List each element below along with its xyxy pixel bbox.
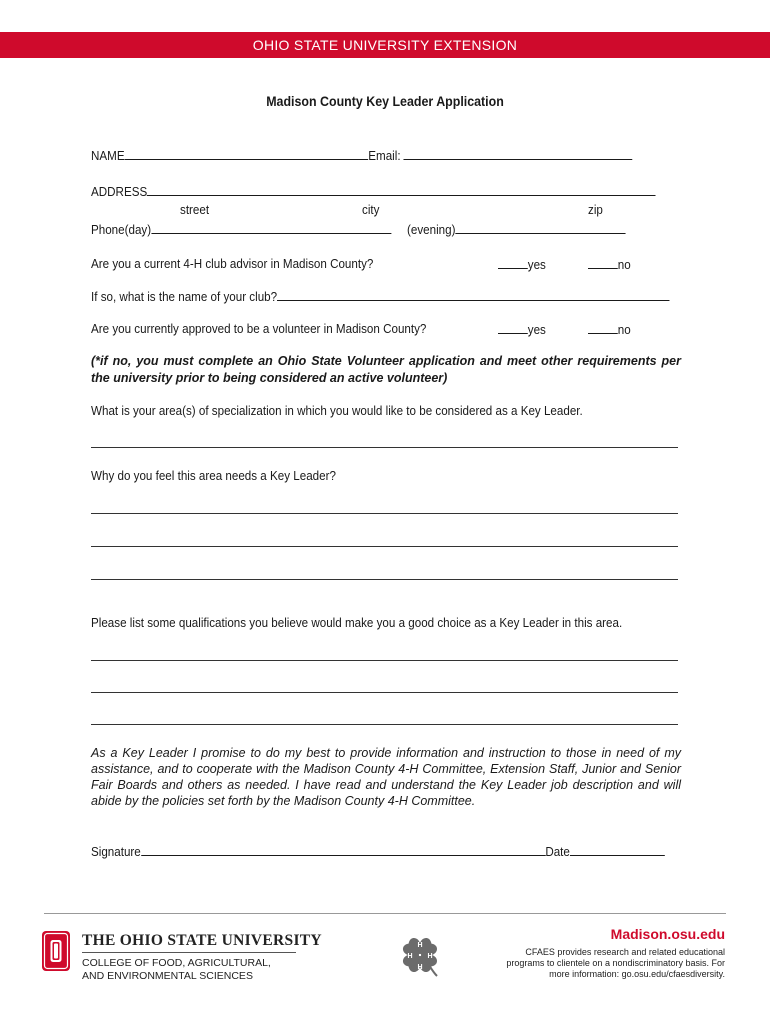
form-title: Madison County Key Leader Application <box>266 94 504 109</box>
cfaes-line-2: programs to clientele on a nondiscriminatory basis. For <box>506 958 725 968</box>
header-banner: OHIO STATE UNIVERSITY EXTENSION <box>0 32 770 58</box>
svg-text:H: H <box>417 942 423 949</box>
date-label: Date <box>545 845 570 859</box>
university-underline <box>82 952 296 953</box>
q3-text: Are you currently approved to be a volunteer in Madison County? <box>91 322 427 336</box>
q3-no-blank[interactable] <box>588 322 618 334</box>
q2-row <box>91 289 670 305</box>
website-link[interactable]: Madison.osu.edu <box>610 926 725 942</box>
q4-answer-line-1[interactable] <box>91 447 678 448</box>
q6-answer-line-3[interactable] <box>91 724 678 725</box>
cfaes-line-3: more information: go.osu.edu/cfaesdiversity. <box>549 969 725 979</box>
q5-answer-line-1[interactable] <box>91 513 678 514</box>
q3-yes-blank[interactable] <box>498 322 528 334</box>
q2-text: If so, what is the name of your club? <box>91 290 278 304</box>
q1-no-option[interactable] <box>588 257 631 273</box>
name-email-row <box>91 148 633 164</box>
college-line-1: COLLEGE OF FOOD, AGRICULTURAL, <box>82 957 271 969</box>
4h-clover-icon <box>397 932 443 978</box>
signature-field[interactable] <box>141 844 546 856</box>
q3-no-label: no <box>617 323 631 337</box>
phone-day-row <box>91 222 391 238</box>
college-name <box>82 957 271 983</box>
q3-no-option[interactable] <box>588 322 631 338</box>
q1-no-label: no <box>617 258 631 272</box>
q5-answer-line-3[interactable] <box>91 579 678 580</box>
club-name-field[interactable] <box>277 289 669 301</box>
name-label: NAME <box>91 149 125 163</box>
q3-yes-option[interactable] <box>498 322 546 338</box>
email-label: Email: <box>368 149 401 163</box>
signature-label: Signature <box>91 845 141 859</box>
city-label: city <box>362 203 380 217</box>
phone-evening-row <box>407 222 626 238</box>
address-row <box>91 184 656 200</box>
svg-text:H: H <box>427 953 433 960</box>
q4-text: What is your area(s) of specialization in which you would like to be considered as a Key Leader. <box>91 404 583 418</box>
address-field[interactable] <box>147 184 656 196</box>
date-field[interactable] <box>570 844 665 856</box>
q1-yes-option[interactable] <box>498 257 546 273</box>
phone-evening-label: (evening) <box>407 223 456 237</box>
q5-answer-line-2[interactable] <box>91 546 678 547</box>
email-field[interactable] <box>404 148 633 160</box>
volunteer-note: (*if no, you must complete an Ohio State Volunteer application and meet other requirements per the university prior to being considered an active volunteer) <box>91 354 681 385</box>
q6-answer-line-2[interactable] <box>91 692 678 693</box>
phone-day-label: Phone(day) <box>91 223 152 237</box>
university-name: THE OHIO STATE UNIVERSITY <box>82 932 322 949</box>
svg-text:H: H <box>407 953 413 960</box>
q6-text: Please list some qualifications you believe would make you a good choice as a Key Leader in this area. <box>91 616 623 630</box>
name-field[interactable] <box>125 148 369 160</box>
q1-text: Are you a current 4-H club advisor in Madison County? <box>91 257 374 271</box>
q1-yes-blank[interactable] <box>498 257 528 269</box>
cfaes-statement <box>495 947 725 980</box>
cfaes-line-1: CFAES provides research and related educational <box>525 947 725 957</box>
q6-answer-line-1[interactable] <box>91 660 678 661</box>
street-label: street <box>180 203 210 217</box>
key-leader-promise: As a Key Leader I promise to do my best to provide information and instruction to those in need of my assistance, and to cooperate with the Madison County 4-H Committee, Extension Staff, Junior and Senior Fair Boards and others as needed. I have read and understand the Key Leader job description and will abide by the policies set forth by the Madison County 4-H Committee. <box>91 746 681 808</box>
college-line-2: AND ENVIRONMENTAL SCIENCES <box>82 970 253 982</box>
block-o-logo-icon <box>42 931 70 971</box>
q3-yes-label: yes <box>527 323 546 337</box>
phone-evening-field[interactable] <box>455 222 625 234</box>
zip-label: zip <box>588 203 603 217</box>
q5-text: Why do you feel this area needs a Key Leader? <box>91 469 336 483</box>
q1-yes-label: yes <box>527 258 546 272</box>
q1-no-blank[interactable] <box>588 257 618 269</box>
signature-row <box>91 844 665 860</box>
svg-text:H: H <box>417 964 423 971</box>
footer-divider <box>44 913 726 914</box>
address-label: ADDRESS <box>91 185 148 199</box>
phone-day-field[interactable] <box>151 222 391 234</box>
